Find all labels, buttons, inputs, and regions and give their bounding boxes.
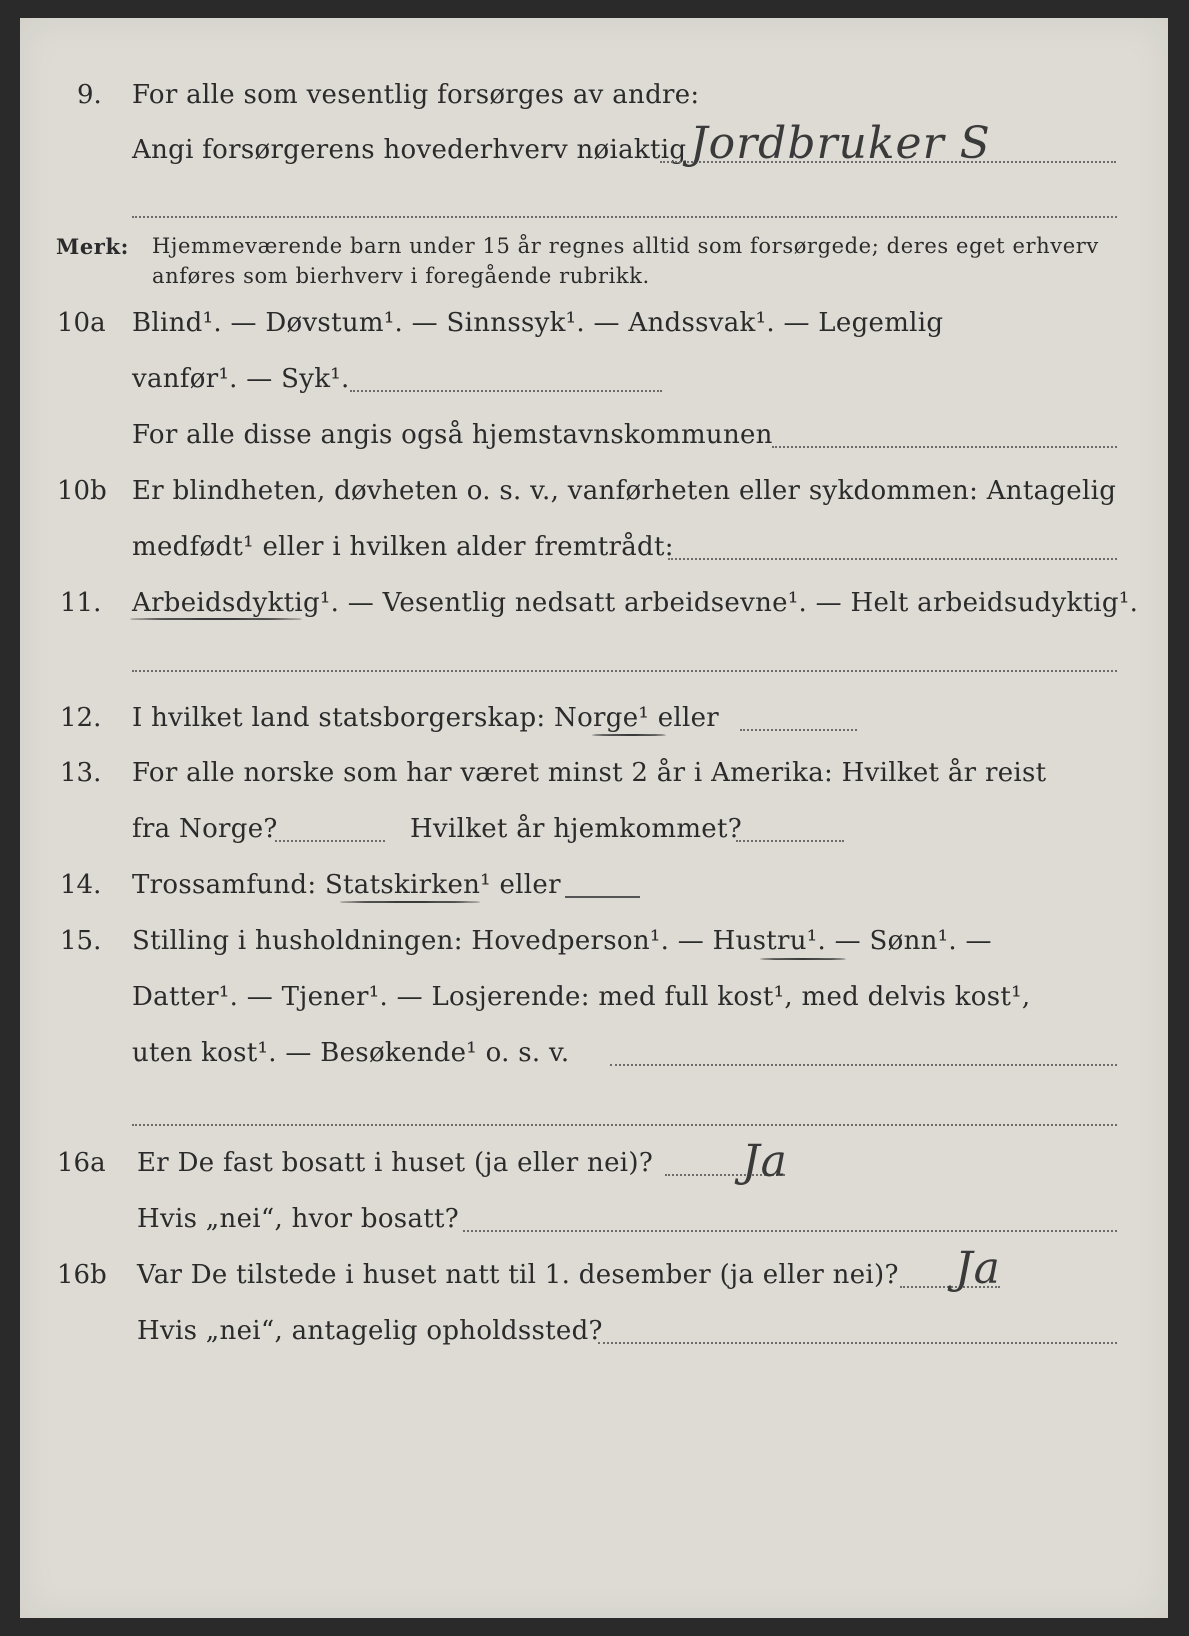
- q12-line1: I hvilket land statsborgerskap: Norge¹ eller: [132, 703, 720, 733]
- census-form-page: [20, 18, 1168, 1618]
- q12-number: 12.: [60, 703, 102, 733]
- q15-line2: Datter¹. — Tjener¹. — Losjerende: med full kost¹, med delvis kost¹,: [132, 982, 1031, 1012]
- q14-number: 14.: [60, 870, 102, 900]
- q10a-number: 10a: [57, 308, 106, 338]
- q9-line1: For alle som vesentlig forsørges av andre:: [132, 80, 700, 110]
- q16a-bosatt-line[interactable]: [463, 1230, 1117, 1232]
- q15-line1: Stilling i husholdningen: Hovedperson¹. — Hustru¹. — Sønn¹. —: [132, 926, 992, 956]
- q16b-opholdssted-line[interactable]: [598, 1342, 1117, 1344]
- q11-underline-mark: [130, 618, 302, 620]
- q16b-handwritten-answer: Ja: [955, 1243, 1001, 1294]
- q16a-line1: Er De fast bosatt i huset (ja eller nei)?: [137, 1148, 654, 1178]
- q9-line2: Angi forsørgerens hovederhverv nøiaktig: [132, 135, 687, 165]
- q14-answer-line[interactable]: [565, 896, 640, 898]
- q9-number: 9.: [77, 80, 102, 110]
- merk-line1: Hjemmeværende barn under 15 år regnes alltid som forsørgede; deres eget erhverv: [152, 234, 1099, 258]
- q10a-line3: For alle disse angis også hjemstavnskommunen: [132, 420, 773, 450]
- q15-line3: uten kost¹. — Besøkende¹ o. s. v.: [132, 1038, 570, 1068]
- q16a-handwritten-answer: Ja: [742, 1136, 788, 1187]
- q9-handwritten-answer: Jordbruker S: [690, 118, 991, 169]
- q10b-number: 10b: [57, 476, 107, 506]
- q10a-kommune-line[interactable]: [772, 446, 1117, 448]
- q15-number: 15.: [60, 926, 102, 956]
- q12-answer-line[interactable]: [740, 729, 857, 731]
- q13-line2a: fra Norge?: [132, 814, 278, 844]
- q11-number: 11.: [60, 588, 102, 618]
- q16a-number: 16a: [57, 1148, 106, 1178]
- q16b-number: 16b: [57, 1260, 107, 1290]
- q10a-line1: Blind¹. — Døvstum¹. — Sinnssyk¹. — Andssvak¹. — Legemlig: [132, 308, 944, 338]
- q11-line1: Arbeidsdyktig¹. — Vesentlig nedsatt arbeidsevne¹. — Helt arbeidsudyktig¹.: [132, 588, 1139, 618]
- q13-line2b: Hvilket år hjemkommet?: [410, 814, 742, 844]
- q12-underline-mark: [592, 734, 666, 736]
- q10b-answer-line[interactable]: [668, 558, 1117, 560]
- q13-reist-line[interactable]: [275, 840, 385, 842]
- q15-extra-line: [132, 1124, 1117, 1126]
- q10a-syk-line[interactable]: [350, 390, 662, 392]
- merk-line2: anføres som bierhverv i foregående rubrikk.: [152, 264, 650, 288]
- q10b-line2: medfødt¹ eller i hvilken alder fremtrådt:: [132, 532, 674, 562]
- q11-answer-line[interactable]: [132, 670, 1117, 672]
- q14-underline-mark: [340, 901, 480, 903]
- q10b-line1: Er blindheten, døvheten o. s. v., vanførheten eller sykdommen: Antagelig: [132, 476, 1117, 506]
- q15-underline-mark: [760, 958, 846, 960]
- q13-hjemkommet-line[interactable]: [736, 840, 844, 842]
- q14-line1: Trossamfund: Statskirken¹ eller: [132, 870, 561, 900]
- q16b-line1: Var De tilstede i huset natt til 1. desember (ja eller nei)?: [137, 1260, 899, 1290]
- q13-line1: For alle norske som har været minst 2 år i Amerika: Hvilket år reist: [132, 758, 1047, 788]
- q15-answer-line[interactable]: [610, 1064, 1117, 1066]
- q16a-line2: Hvis „nei“, hvor bosatt?: [137, 1204, 459, 1234]
- q16b-line2: Hvis „nei“, antagelig opholdssted?: [137, 1316, 603, 1346]
- q13-number: 13.: [60, 758, 102, 788]
- q9-extra-line: [132, 216, 1117, 218]
- merk-label: Merk:: [56, 234, 129, 259]
- q10a-line2: vanfør¹. — Syk¹.: [132, 364, 350, 394]
